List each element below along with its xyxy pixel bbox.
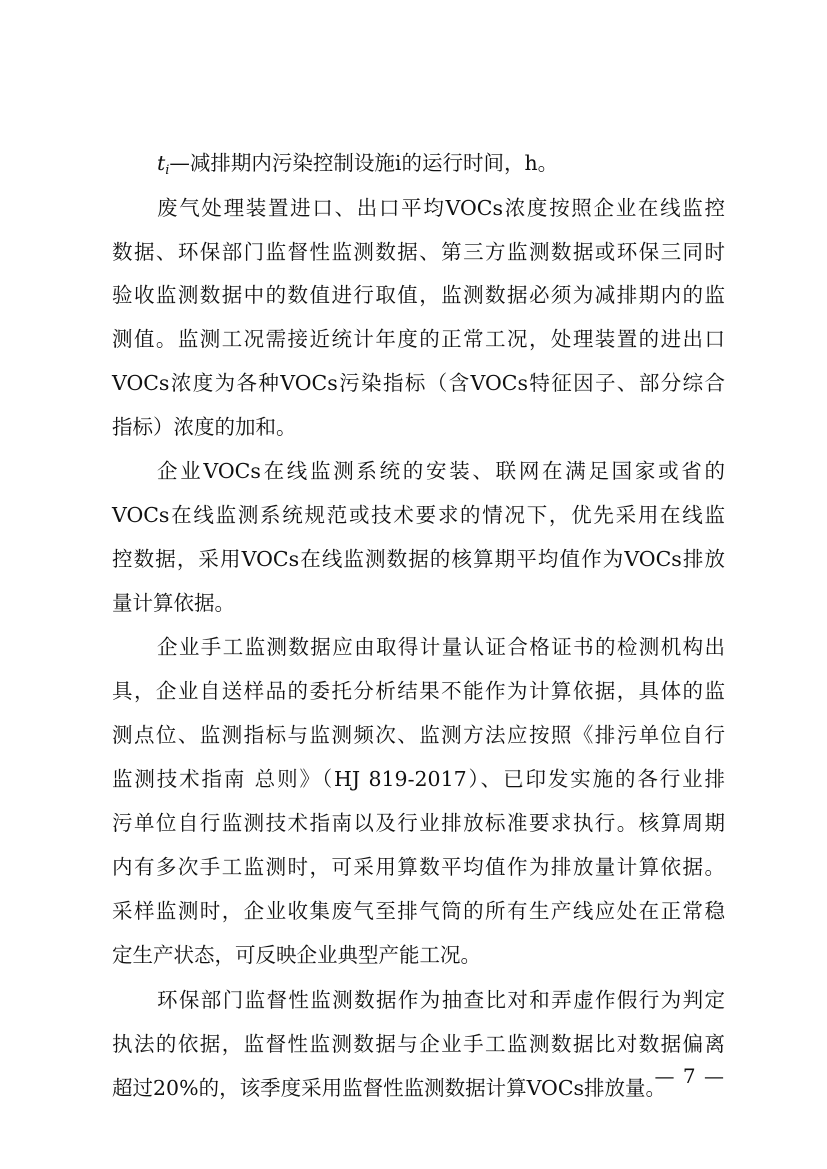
paragraph-3-line: 采样监测时，企业收集废气至排气筒的所有生产线应处在正常稳 — [112, 899, 725, 923]
variable-definition-text: —减排期内污染控制设施i的运行时间，h。 — [169, 151, 559, 175]
paragraph-3-line: 测点位、监测指标与监测频次、监测方法应按照《排污单位自行 — [112, 723, 725, 747]
page-number: — 7 — — [654, 1064, 725, 1088]
paragraph-2-line: 企业VOCs在线监测系统的安装、联网在满足国家或省的 — [157, 459, 725, 483]
paragraph-1-line: 验收监测数据中的数值进行取值，监测数据必须为减排期内的监 — [112, 283, 725, 307]
variable-subscript: i — [165, 163, 170, 178]
paragraph-3-line: 企业手工监测数据应由取得计量认证合格证书的检测机构出 — [157, 635, 725, 659]
paragraph-3-line: 具，企业自送样品的委托分析结果不能作为计算依据，具体的监 — [112, 679, 725, 703]
paragraph-4-line: 执法的依据，监督性监测数据与企业手工监测数据比对数据偏离 — [112, 1032, 725, 1056]
paragraph-1-line: 测值。监测工况需接近统计年度的正常工况，处理装置的进出口 — [112, 327, 725, 351]
paragraph-2-line: 量计算依据。 — [112, 591, 235, 615]
paragraph-4-line: 环保部门监督性监测数据作为抽查比对和弄虚作假行为判定 — [157, 988, 725, 1012]
paragraph-1-line: 指标）浓度的加和。 — [112, 415, 297, 439]
variable-symbol: t — [157, 151, 166, 175]
paragraph-3-line: 内有多次手工监测时，可采用算数平均值作为排放量计算依据。 — [112, 855, 725, 879]
paragraph-2-line: VOCs在线监测系统规范或技术要求的情况下，优先采用在线监 — [112, 503, 725, 527]
paragraph-3-line: 污单位自行监测技术指南以及行业排放标准要求执行。核算周期 — [112, 811, 725, 835]
paragraph-1-line: 废气处理装置进口、出口平均VOCs浓度按照企业在线监控 — [157, 196, 725, 220]
paragraph-1-line: 数据、环保部门监督性监测数据、第三方监测数据或环保三同时 — [112, 240, 725, 264]
paragraph-3-line: 定生产状态，可反映企业典型产能工况。 — [112, 943, 481, 967]
paragraph-4-line: 超过20%的，该季度采用监督性监测数据计算VOCs排放量。 — [112, 1076, 667, 1100]
variable-definition — [157, 149, 725, 185]
paragraph-2-line: 控数据，采用VOCs在线监测数据的核算期平均值作为VOCs排放 — [112, 547, 725, 571]
paragraph-1-line: VOCs浓度为各种VOCs污染指标（含VOCs特征因子、部分综合 — [112, 371, 725, 395]
paragraph-3-line: 监测技术指南 总则》（HJ 819-2017）、已印发实施的各行业排 — [112, 767, 725, 791]
